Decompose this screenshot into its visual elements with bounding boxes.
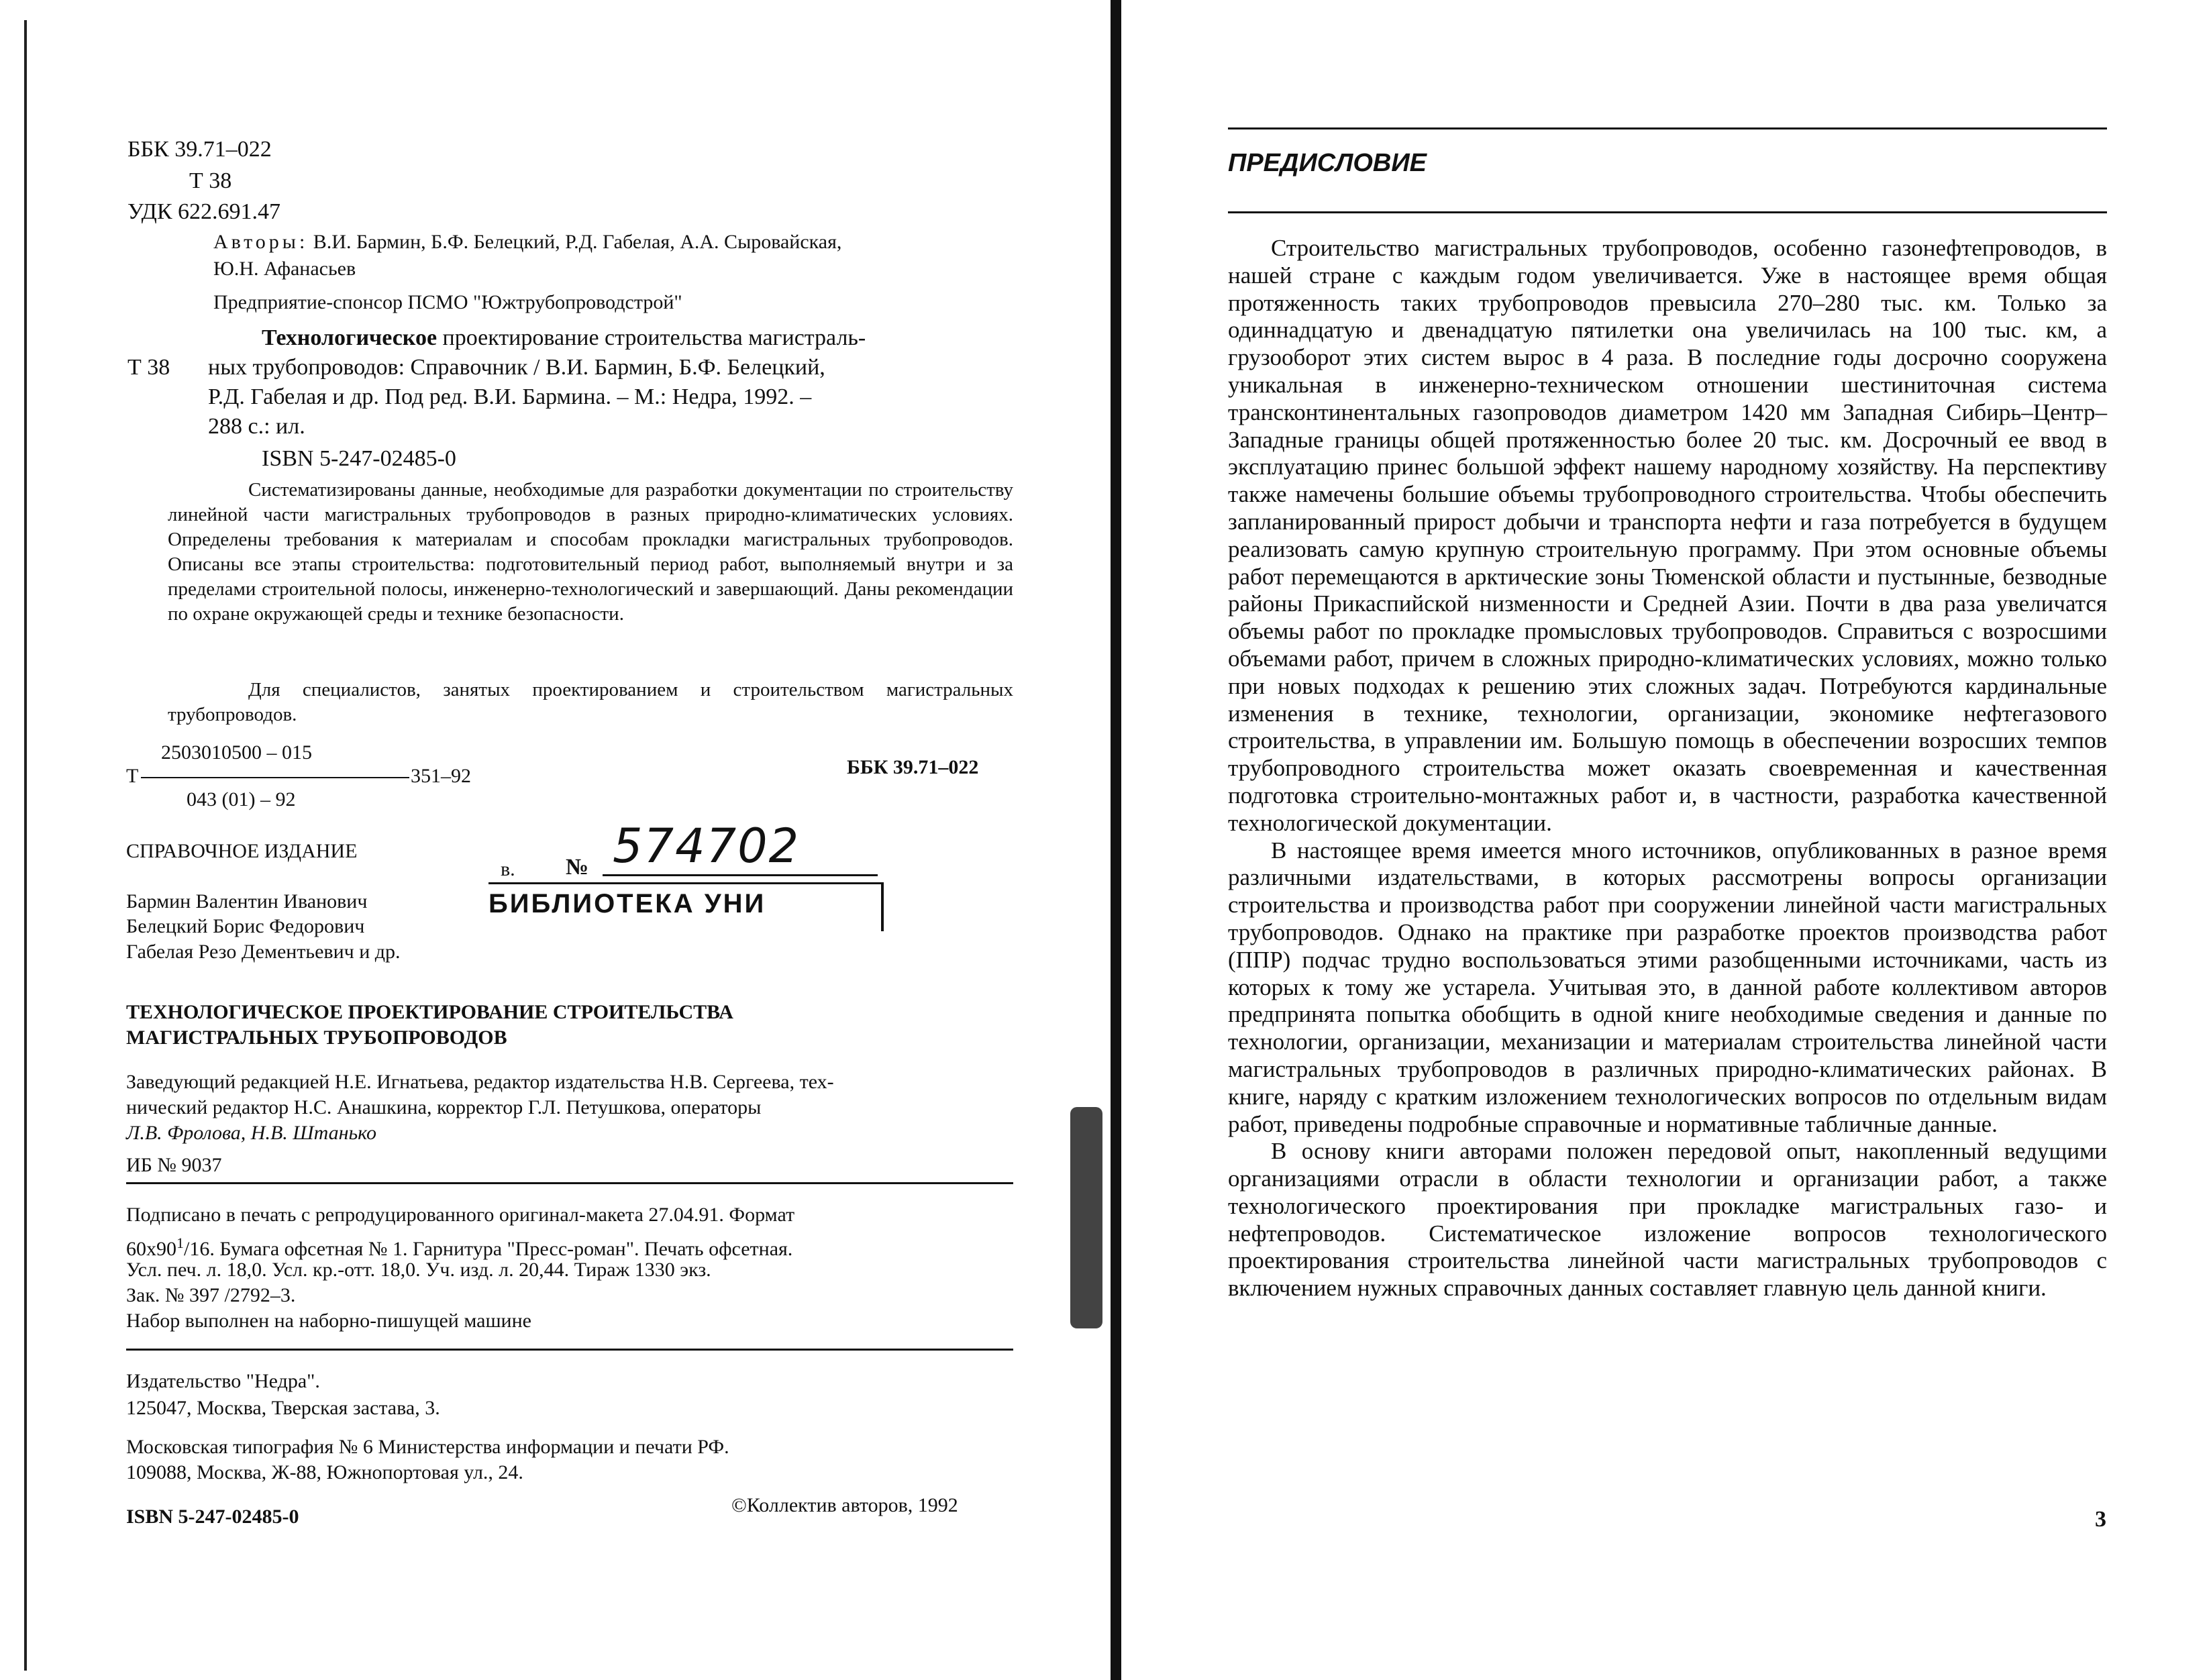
bbk-index: ББК 39.71–022 <box>127 137 272 162</box>
authors-line2: Ю.Н. Афанасьев <box>213 258 356 280</box>
print-line1: Подписано в печать с репродуцированного оригинал-макета 27.04.91. Формат <box>126 1204 795 1226</box>
stamp-handwritten-number: 574702 <box>613 819 801 874</box>
printer-name: Московская типография № 6 Министерства информации и печати РФ. <box>126 1436 729 1458</box>
rule-1 <box>126 1182 1013 1184</box>
code-side: 351–92 <box>411 765 471 787</box>
editors-line2: нический редактор Н.С. Анашкина, корректор Г.Л. Петушкова, операторы <box>126 1096 762 1118</box>
title-line1 <box>262 325 1013 352</box>
authors-label: Авторы: <box>213 231 309 253</box>
isbn-top: ISBN 5-247-02485-0 <box>262 446 456 471</box>
heading-rule-top <box>1228 127 2107 129</box>
left-page <box>0 0 1100 1680</box>
person2: Белецкий Борис Федорович <box>126 915 365 937</box>
editors-line1: Заведующий редакцией Н.Е. Игнатьева, редактор издательства Н.В. Сергеева, тех- <box>126 1071 834 1093</box>
person1: Бармин Валентин Иванович <box>126 890 368 912</box>
rule-2 <box>126 1349 1013 1351</box>
title-line1-rest: проектирование строительства магистраль- <box>442 325 866 350</box>
isbn-bottom: ISBN 5-247-02485-0 <box>126 1506 299 1528</box>
bbk-right: ББК 39.71–022 <box>847 756 979 778</box>
title-bold-word: Технологическое <box>262 325 438 350</box>
right-page <box>1134 0 2211 1680</box>
book-spine <box>1111 0 1121 1680</box>
authors-block <box>213 229 1019 255</box>
ib-number: ИБ № 9037 <box>126 1154 222 1176</box>
stamp-prefix: в. <box>501 858 515 880</box>
publisher-address: 125047, Москва, Тверская застава, 3. <box>126 1397 440 1419</box>
printer-address: 109088, Москва, Ж-88, Южнопортовая ул., 24. <box>126 1461 523 1483</box>
preface-heading: ПРЕДИСЛОВИЕ <box>1228 149 1427 177</box>
preface-body <box>1228 235 2107 1302</box>
editors-line3: Л.В. Фролова, Н.В. Штанько <box>126 1122 377 1144</box>
sponsor: Предприятие-спонсор ПСМО "Южтрубопроводстрой" <box>213 291 682 313</box>
author-mark: Т 38 <box>189 168 232 193</box>
class-mark: Т 38 <box>127 355 170 380</box>
format-size: 60x90 <box>126 1238 176 1260</box>
heading-rule-bottom <box>1228 211 2107 213</box>
page-number: 3 <box>2095 1507 2106 1532</box>
audience: Для специалистов, занятых проектированием и строительством магистральных трубопроводов. <box>168 679 1013 725</box>
stamp-underline <box>603 874 878 876</box>
format-fraction: 1 <box>176 1235 184 1251</box>
preface-paragraph-1: Строительство магистральных трубопроводов, особенно газонефтепроводов, в нашей стране с каждым годом увеличивается. Уже в настоящее время общая протяженность таких трубопроводов превысила 270–280 тыс. км. Только за одиннадцатую и двенадцатую пятилетки она увеличилась на 100 тыс. км, а грузооборот этих систем вырос в 4 раза. В последние годы досрочно сооружена уникальная в инженерно-техническом отношении шестиниточная система трансконтинентальных газопроводов диаметром 1420 мм Западная Сибирь–Центр–Западные границы общей протяженностью более 20 тыс. км. Досрочный ее ввод в эксплуатацию принес большой эффект нашему народному хозяйству. На перспективу также намечены большие объемы трубопроводного строительства. Чтобы обеспечить запланированный прирост добычи и транспорта нефти и газа потребуется в будущем реализовать самую крупную строительную программу. При этом основные объемы работ перемещаются в арктические зоны Тюменской области и пустынные, безводные районы Прикаспийской низменности и Средней Азии. Почти в два раза увеличатся объемы работ по прокладке промысловых трубопроводов. Справиться с возросшими объемами работ, причем в сложных природно-климатических условиях, можно только при новых подходах к решению этих сложных задач. Потребуются кардинальные изменения в технике, технологии, организации, экономике нефтегазового строительства, в управлении им. Большую помощь в обеспечении возросших темпов трубопроводного строительства может оказать своевременная и качественная подготовка строительно-монтажных работ и, в частности, разработка качественной технологической документации. <box>1228 235 2107 836</box>
publisher-name: Издательство "Недра". <box>126 1370 320 1392</box>
stamp-no-sign: № <box>566 855 589 880</box>
format-rest: /16. Бумага офсетная № 1. Гарнитура "Пресс-роман". Печать офсетная. <box>184 1238 793 1260</box>
big-title-line1: ТЕХНОЛОГИЧЕСКОЕ ПРОЕКТИРОВАНИЕ СТРОИТЕЛЬСТВА <box>126 1001 733 1023</box>
code-t: Т <box>126 765 139 787</box>
title-line2: ных трубопроводов: Справочник / В.И. Бармин, Б.Ф. Белецкий, <box>208 355 825 380</box>
edition-type: СПРАВОЧНОЕ ИЗДАНИЕ <box>126 840 358 862</box>
udk-index: УДК 622.691.47 <box>127 199 281 224</box>
big-title-line2: МАГИСТРАЛЬНЫХ ТРУБОПРОВОДОВ <box>126 1027 507 1049</box>
print-line3: Усл. печ. л. 18,0. Усл. кр.-отт. 18,0. Уч. изд. л. 20,44. Тираж 1330 экз. <box>126 1259 711 1281</box>
library-stamp <box>489 819 881 933</box>
code-fraction-line <box>141 777 409 778</box>
code-denominator: 043 (01) – 92 <box>187 788 296 810</box>
title-line4: 288 с.: ил. <box>208 414 305 439</box>
stamp-library: БИБЛИОТЕКА УНИ <box>489 889 766 918</box>
person3: Габелая Резо Дементьевич и др. <box>126 941 401 963</box>
preface-paragraph-2: В настоящее время имеется много источников, опубликованных в разное время различными издательствами, в которых рассмотрены вопросы организации строительства и производства работ при сооружении линейной части магистральных трубопроводов. Однако на практике при разработке проектов производства работ (ППР) подчас трудно воспользоваться этими разобщенными источниками, часть из которых к тому же устарела. Учитывая это, в данной работе коллективом авторов предпринята попытка обобщить в одной книге необходимые сведения и данные по технологии, организации, механизации и материалам строительства линейной части магистральных трубопроводов в различных природно-климатических районах. В книге, наряду с кратким изложением технологических вопросов по отдельным видам работ, приведены подробные справочные и нормативные табличные данные. <box>1228 837 2107 1137</box>
preface-paragraph-3: В основу книги авторами положен передовой опыт, накопленный ведущими организациями отрасли в области технологии и организации работ, а также технологического проектирования при прокладке магистральных газо- и нефтепроводов. Систематическое изложение вопросов технологического проектирования строительства линейной части магистральных трубопроводов с включением нужных справочных данных составляет главную цель данной книги. <box>1228 1138 2107 1302</box>
title-line3: Р.Д. Габелая и др. Под ред. В.И. Бармина. – М.: Недра, 1992. – <box>208 384 812 409</box>
code-numerator: 2503010500 – 015 <box>161 741 312 764</box>
print-line5: Набор выполнен на наборно-пишущей машине <box>126 1310 531 1332</box>
copyright: ©Коллектив авторов, 1992 <box>731 1494 958 1516</box>
abstract: Систематизированы данные, необходимые для разработки документации по строительству линейной части магистральных трубопроводов в разных природно-климатических условиях. Определены требования к материалам и способам прокладки магистральных трубопроводов. Описаны все этапы строительства: подготовительный период работ, выполняемый внутри и за пределами строительной полосы, инженерно-технологический и завершающий. Даны рекомендации по охране окружающей среды и технике безопасности. <box>168 479 1013 625</box>
print-line4: Зак. № 397 /2792–3. <box>126 1284 296 1306</box>
authors-line1: В.И. Бармин, Б.Ф. Белецкий, Р.Д. Габелая, А.А. Сыровайская, <box>313 231 842 253</box>
